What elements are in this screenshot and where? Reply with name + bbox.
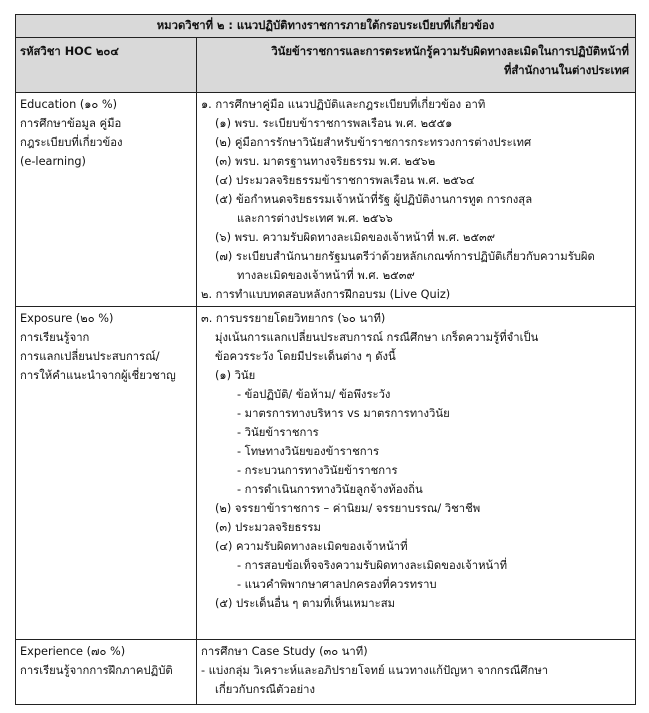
content-line: (๒) จรรยาข้าราชการ – ค่านิยม/ จรรยาบรรณ/ วิชาชีพ — [215, 502, 481, 515]
content-line: (๗) ระเบียบสำนักนายกรัฐมนตรีว่าด้วยหลักเกณฑ์การปฏิบัติเกี่ยวกับความรับผิด — [215, 250, 595, 263]
section-title: หมวดวิชาที่ ๒ : แนวปฏิบัติทางราชการภายใต้กรอบระเบียบที่เกี่ยวข้อง — [16, 15, 636, 38]
content-line: (๓) ประมวลจริยธรรม — [215, 521, 321, 534]
exposure-desc: การเรียนรู้จาก — [20, 331, 90, 344]
content-line: ทางละเมิดของเจ้าหน้าที่ พ.ศ. ๒๕๓๙ — [237, 269, 415, 282]
content-line: (๔) ประมวลจริยธรรมข้าราชการพลเรือน พ.ศ. ๒๕๖๔ — [215, 174, 475, 187]
content-line: - วินัยข้าราชการ — [237, 426, 319, 439]
course-name-line: ที่สำนักงานในต่างประเทศ — [503, 64, 630, 77]
exposure-content-cell — [197, 307, 636, 640]
course-name-line: วินัยข้าราชการและการตระหนักรู้ความรับผิดทางละเมิดในการปฏิบัติหน้าที่ — [271, 45, 630, 58]
content-line: (๑) วินัย — [215, 369, 256, 382]
content-line: (๑) พรบ. ระเบียบข้าราชการพลเรือน พ.ศ. ๒๕๕๑ — [215, 117, 453, 130]
education-heading: Education (๑๐ %) — [20, 98, 118, 111]
education-content-cell — [197, 93, 636, 307]
content-line: - โทษทางวินัยของข้าราชการ — [237, 445, 380, 458]
content-line: (๖) พรบ. ความรับผิดทางละเมิดของเจ้าหน้าที่ พ.ศ. ๒๕๓๙ — [215, 231, 496, 244]
content-line: (๕) ข้อกำหนดจริยธรรมเจ้าหน้าที่รัฐ ผู้ปฏิบัติงานการทูต การกงสุล — [215, 193, 533, 206]
content-line: - แบ่งกลุ่ม วิเคราะห์และอภิปรายโจทย์ แนวทางแก้ปัญหา จากกรณีศึกษา — [201, 664, 549, 677]
content-line: เกี่ยวกับกรณีตัวอย่าง — [215, 683, 316, 696]
content-line: - ข้อปฏิบัติ/ ข้อห้าม/ ข้อพึงระวัง — [237, 388, 391, 401]
content-line: - แนวคำพิพากษาศาลปกครองที่ควรทราบ — [237, 578, 437, 591]
experience-desc: การเรียนรู้จากการฝึกภาคปฏิบัติ — [20, 664, 173, 677]
curriculum-table — [15, 14, 636, 705]
content-line: (๓) พรบ. มาตรฐานทางจริยธรรม พ.ศ. ๒๕๖๒ — [215, 155, 436, 168]
exposure-desc: การแลกเปลี่ยนประสบการณ์/ — [20, 350, 160, 363]
education-label-cell — [16, 93, 197, 307]
course-name — [197, 38, 636, 93]
content-line: ๑. การศึกษาคู่มือ แนวปฏิบัติและกฎระเบียบที่เกี่ยวข้อง อาทิ — [201, 98, 486, 111]
content-line: - การดำเนินการทางวินัยลูกจ้างท้องถิ่น — [237, 483, 423, 496]
content-line: - การสอบข้อเท็จจริงความรับผิดทางละเมิดของเจ้าหน้าที่ — [237, 559, 508, 572]
exposure-heading: Exposure (๒๐ %) — [20, 312, 114, 325]
exposure-desc: การให้คำแนะนำจากผู้เชี่ยวชาญ — [20, 369, 176, 382]
exposure-label-cell — [16, 307, 197, 640]
education-desc: การศึกษาข้อมูล คู่มือ — [20, 117, 122, 130]
course-code: รหัสวิชา HOC ๒๐๔ — [16, 38, 197, 93]
content-line: - มาตรการทางบริหาร vs มาตรการทางวินัย — [237, 407, 450, 420]
content-line: (๒) คู่มือการรักษาวินัยสำหรับข้าราชการกระทรวงการต่างประเทศ — [215, 136, 532, 149]
experience-heading: Experience (๗๐ %) — [20, 645, 126, 658]
content-line: - กระบวนการทางวินัยข้าราชการ — [237, 464, 398, 477]
content-line: มุ่งเน้นการแลกเปลี่ยนประสบการณ์ กรณีศึกษา เกร็ดความรู้ที่จำเป็น — [215, 331, 539, 344]
content-line: ๓. การบรรยายโดยวิทยากร (๖๐ นาที) — [201, 312, 386, 325]
experience-content-cell — [197, 640, 636, 705]
content-line: (๕) ประเด็นอื่น ๆ ตามที่เห็นเหมาะสม — [215, 597, 396, 610]
content-line: ข้อควรระวัง โดยมีประเด็นต่าง ๆ ดังนี้ — [215, 350, 396, 363]
content-line: (๔) ความรับผิดทางละเมิดของเจ้าหน้าที่ — [215, 540, 408, 553]
content-line: และการต่างประเทศ พ.ศ. ๒๕๖๖ — [237, 212, 393, 225]
content-line: ๒. การทำแบบทดสอบหลังการฝึกอบรม (Live Quiz) — [201, 288, 451, 301]
education-desc: กฎระเบียบที่เกี่ยวข้อง — [20, 136, 123, 149]
content-line: การศึกษา Case Study (๓๐ นาที) — [201, 645, 368, 658]
experience-label-cell — [16, 640, 197, 705]
education-desc: (e-learning) — [20, 155, 86, 168]
